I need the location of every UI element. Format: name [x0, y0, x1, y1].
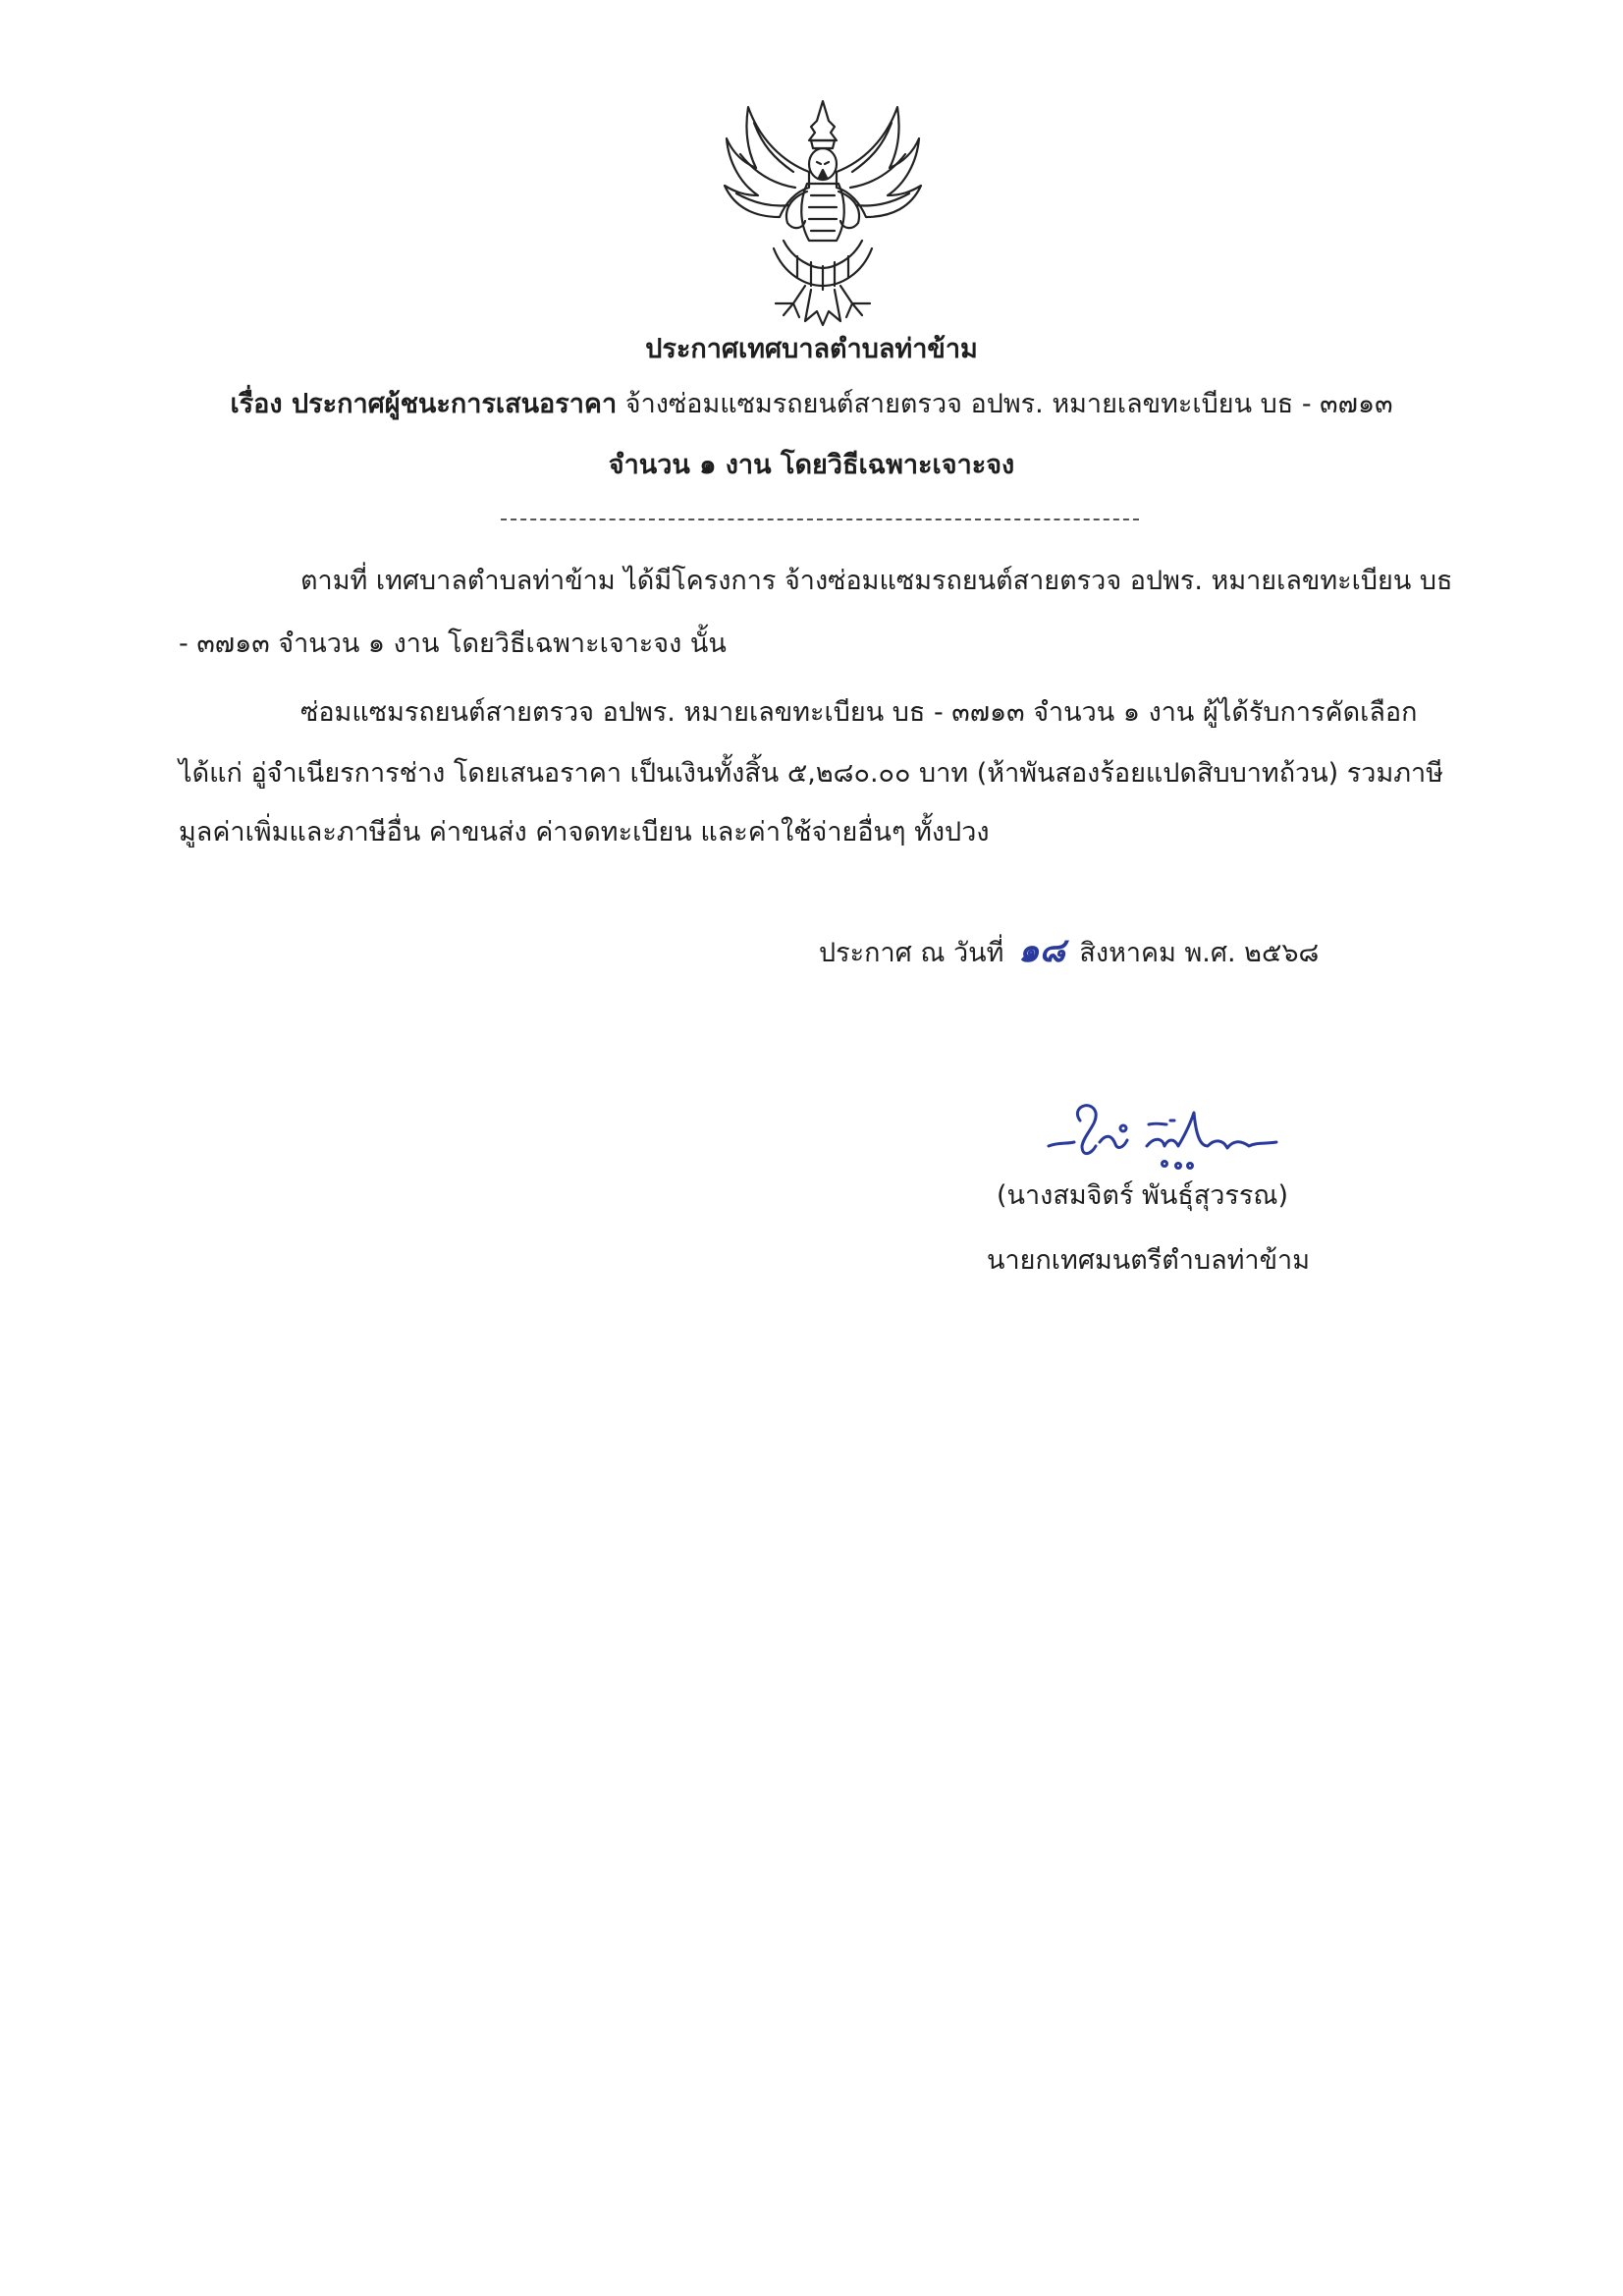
- page-title: [0, 332, 1623, 367]
- signature-icon: [1041, 1085, 1286, 1174]
- paragraph-2-line-3: มูลค่าเพิ่มและภาษีอื่น ค่าขนส่ง ค่าจดทะเบียน และค่าใช้จ่ายอื่นๆ ทั้งปวง: [179, 817, 990, 847]
- subject-line-1: [0, 387, 1623, 422]
- subject-text: จ้างซ่อมแซมรถยนต์สายตรวจ อปพร. หมายเลขทะเบียน บธ - ๓๗๑๓: [624, 389, 1393, 419]
- date-day-handwritten: ๑๘: [1018, 931, 1065, 970]
- paragraph-1-line-1: ตามที่ เทศบาลตำบลท่าข้าม ได้มีโครงการ จ้างซ่อมแซมรถยนต์สายตรวจ อปพร. หมายเลขทะเบียน บธ: [300, 566, 1453, 596]
- date-prefix: ประกาศ ณ วันที่: [819, 938, 1004, 968]
- signatory-name: (นางสมจิตร์ พันธุ์สุวรรณ): [997, 1180, 1289, 1211]
- paragraph-2-line-2: ได้แก่ อู่จำเนียรการช่าง โดยเสนอราคา เป็นเงินทั้งสิ้น ๕,๒๘๐.๐๐ บาท (ห้าพันสองร้อยแปดสิบบาทถ้วน) รวมภาษี: [179, 758, 1443, 789]
- paragraph-1-line-2: - ๓๗๑๓ จำนวน ๑ งาน โดยวิธีเฉพาะเจาะจง นั้น: [179, 629, 727, 659]
- announcement-date: [819, 933, 1319, 971]
- paragraph-2-line-1: ซ่อมแซมรถยนต์สายตรวจ อปพร. หมายเลขทะเบียน บธ - ๓๗๑๓ จำนวน ๑ งาน ผู้ได้รับการคัดเลือก: [300, 697, 1418, 728]
- subject-label: เรื่อง ประกาศผู้ชนะการเสนอราคา: [230, 389, 618, 419]
- dashed-separator: [501, 519, 1139, 520]
- signatory-position: นายกเทศมนตรีตำบลท่าข้าม: [987, 1245, 1310, 1276]
- subject-line-2: [0, 448, 1623, 483]
- announcement-title: ประกาศเทศบาลตำบลท่าข้าม: [645, 334, 978, 364]
- garuda-emblem-icon: [715, 93, 931, 329]
- date-month-year: สิงหาคม พ.ศ. ๒๕๖๘: [1079, 938, 1320, 968]
- subject-text-2: จำนวน ๑ งาน โดยวิธีเฉพาะเจาะจง: [608, 450, 1015, 480]
